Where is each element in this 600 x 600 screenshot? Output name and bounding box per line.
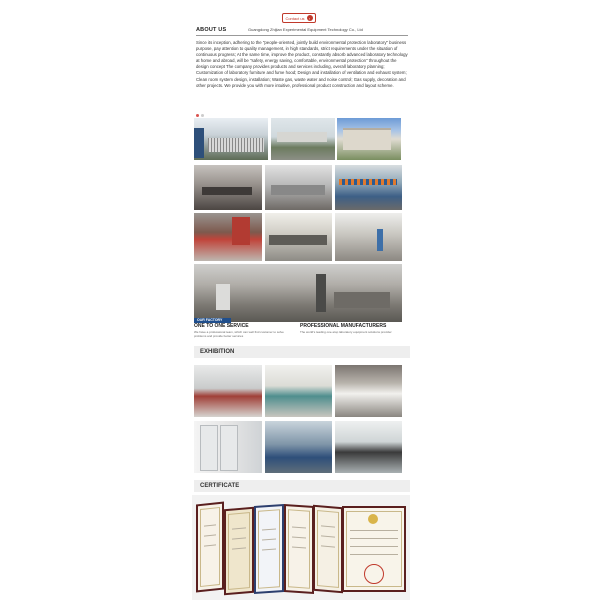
stamp-icon <box>364 564 384 584</box>
certificate-header <box>194 480 410 492</box>
factory-photo-storage <box>335 213 402 261</box>
about-title: ABOUT US <box>196 27 227 33</box>
exhibition-photo-3 <box>335 365 402 417</box>
exhibition-photo-1 <box>194 365 262 417</box>
exhibition-photo-2 <box>265 365 332 417</box>
factory-photo-assembly <box>265 213 332 261</box>
carousel-dots[interactable] <box>196 114 204 117</box>
manufacturers-desc: The world's leading one-stop laboratory equipment solutions provider <box>300 330 392 334</box>
company-name: Guangdong Zhijian Experimental Equipment Technology Co., Ltd <box>248 27 363 32</box>
exhibition-title: EXHIBITION <box>200 349 235 355</box>
factory-photo-workshop-2 <box>265 165 332 210</box>
factory-photo-plant <box>271 118 335 160</box>
contact-us-label: Contact us <box>285 15 305 21</box>
contact-us-button[interactable] <box>282 13 316 23</box>
manufacturers-title: PROFESSIONAL MANUFACTURERS <box>300 323 387 329</box>
factory-photo-workshop-1 <box>194 165 262 210</box>
about-header <box>196 27 408 36</box>
about-description: Since its inception, adhering to the "people-oriented, jointly build environmental protection laboratory" business purpose, pay attention to quality management, in high standards, strict requirements under the situation of continuous progress; At the same time, improve the product, constantly absorb advanced laboratory technology at home and abroad, will be "safety, energy saving, comfortable, environmental protection" throughout the design concept The company provides products and services including, overall laboratory planning; Customization of laboratory furniture and fume hood; Design and installation of ventilation and exhaust system; Clean room system design, installation; Waste gas, waste water and noise control; Gas supply, decoration and other projects. We provide you with more intuitive, professional product construction and layout scheme. <box>196 40 408 88</box>
certificate-image <box>254 504 284 594</box>
our-factory-badge: OUR FACTORY <box>194 318 231 323</box>
seal-icon <box>368 514 378 524</box>
certificate-image <box>284 504 314 594</box>
certificate-image <box>342 506 406 592</box>
certificate-image <box>196 502 224 593</box>
carousel-dot[interactable] <box>201 114 204 117</box>
one-to-one-desc: We have a professional team, which can well find customer to solve problems and provide better services <box>194 330 284 338</box>
certificate-title: CERTIFICATE <box>200 483 240 489</box>
carousel-dot[interactable] <box>196 114 199 117</box>
exhibition-photo-5 <box>265 421 332 473</box>
factory-photo-gate <box>194 118 268 160</box>
certificate-image <box>313 505 343 594</box>
one-to-one-title: ONE TO ONE SERVICE <box>194 323 249 329</box>
certificate-image <box>224 507 254 596</box>
arrow-right-icon: › <box>307 15 313 21</box>
exhibition-photo-6 <box>335 421 402 473</box>
factory-photo-large <box>194 264 402 322</box>
factory-photo-workshop-3 <box>335 165 402 210</box>
exhibition-header <box>194 346 410 358</box>
factory-photo-machine <box>194 213 262 261</box>
factory-photo-building <box>337 118 401 160</box>
exhibition-photo-4 <box>194 421 262 473</box>
